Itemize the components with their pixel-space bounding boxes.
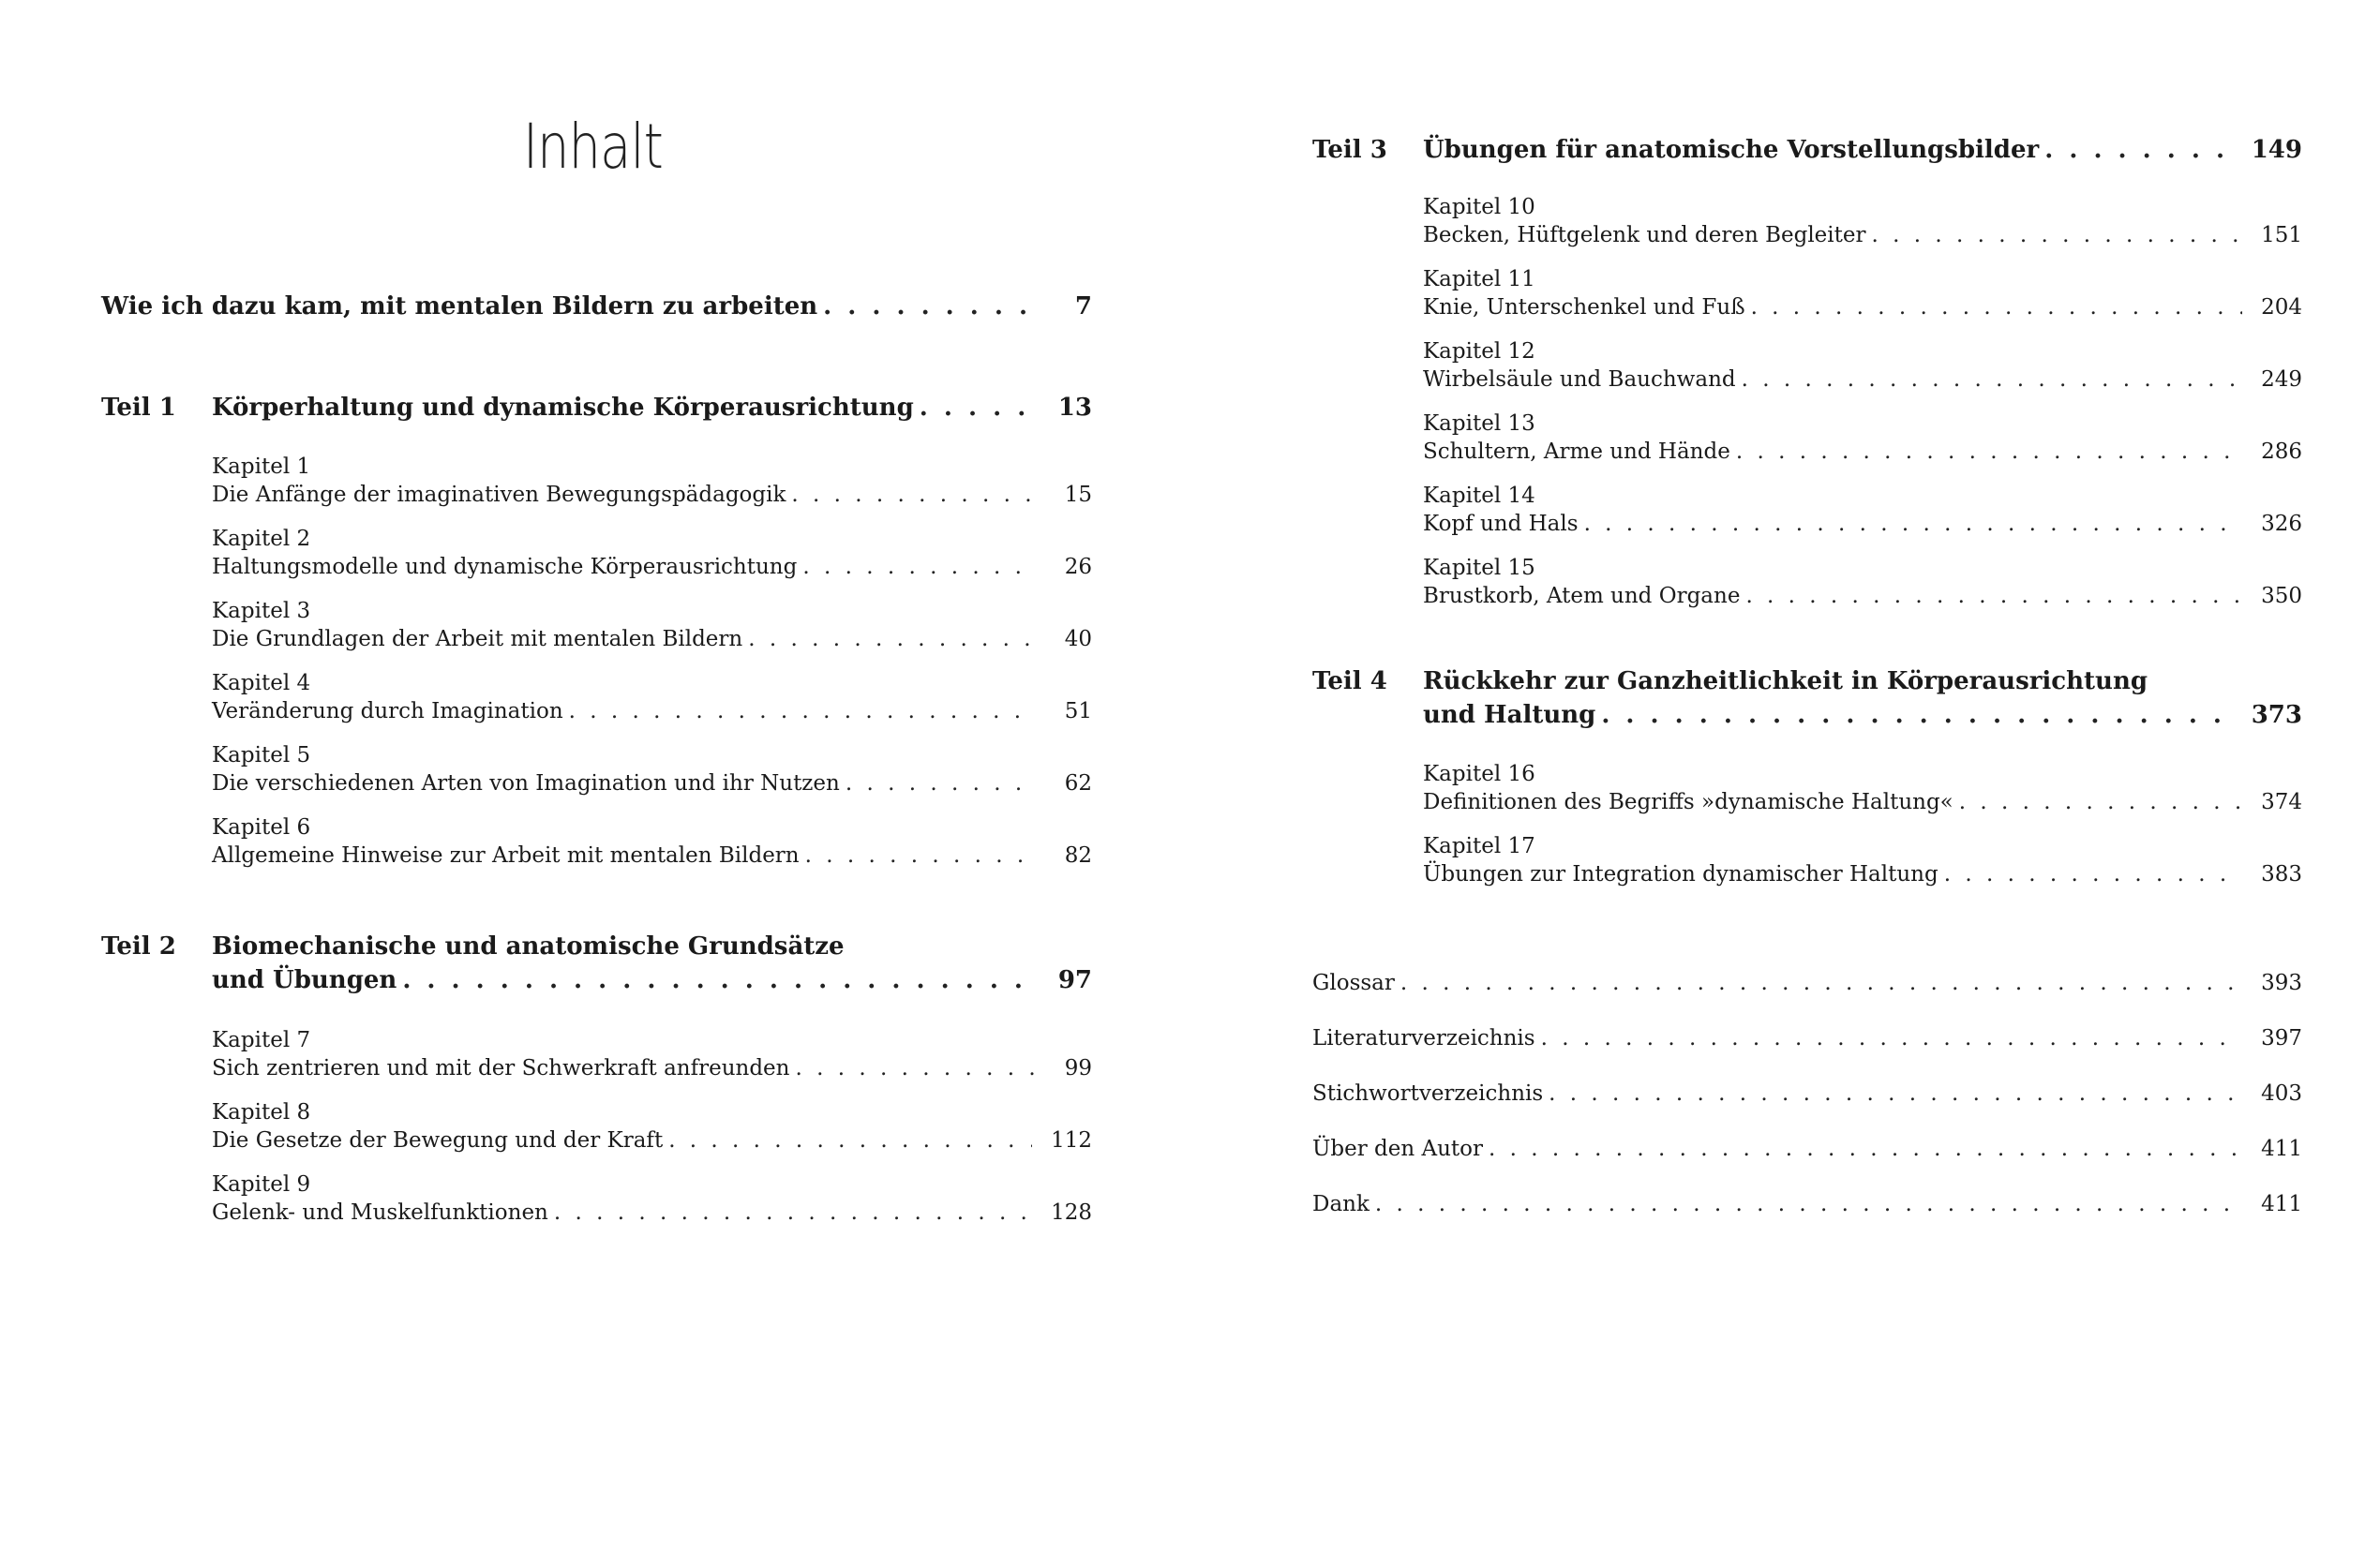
chapter-label: Kapitel 3 — [212, 599, 311, 623]
toc-chapter-11[interactable] — [1423, 295, 2302, 320]
toc-appendix-literatur[interactable] — [1312, 1026, 2302, 1051]
chapter-page: 62 — [1064, 771, 1092, 796]
chapter-title: Die Grundlagen der Arbeit mit mentalen Bildern — [212, 627, 743, 651]
page-title: Inhalt — [523, 111, 664, 183]
appendix-page: 403 — [2261, 1081, 2302, 1106]
dot-leader — [1751, 295, 2243, 320]
dot-leader — [1601, 701, 2232, 729]
chapter-page: 383 — [2261, 862, 2302, 887]
chapter-title: Kopf und Hals — [1423, 512, 1579, 536]
toc-part-2-line2[interactable] — [212, 966, 1092, 994]
chapter-page: 40 — [1064, 627, 1092, 651]
toc-part-1[interactable] — [101, 394, 1092, 422]
part-title-continued: und Haltung — [1423, 701, 1596, 729]
toc-chapter-7[interactable] — [212, 1056, 1092, 1081]
toc-appendix-stichwort[interactable] — [1312, 1081, 2302, 1106]
chapter-label: Kapitel 10 — [1423, 195, 1535, 219]
dot-leader — [846, 771, 1036, 796]
toc-appendix-dank[interactable] — [1312, 1192, 2302, 1216]
chapter-page: 151 — [2261, 223, 2302, 247]
chapter-title: Die verschiedenen Arten von Imagination und ihr Nutzen — [212, 771, 840, 796]
chapter-title: Becken, Hüftgelenk und deren Begleiter — [1423, 223, 1866, 247]
chapter-label: Kapitel 8 — [212, 1100, 311, 1125]
chapter-label: Kapitel 4 — [212, 671, 311, 695]
dot-leader — [1742, 367, 2242, 392]
toc-part-2-line1[interactable] — [101, 932, 1092, 961]
part-number: Teil 4 — [1312, 667, 1387, 695]
chapter-label: Kapitel 5 — [212, 743, 311, 768]
dot-leader — [791, 483, 1036, 507]
part-number: Teil 1 — [101, 394, 176, 422]
chapter-title: Schultern, Arme und Hände — [1423, 440, 1730, 464]
toc-entry-intro[interactable] — [101, 292, 1092, 320]
chapter-title: Definitionen des Begriffs »dynamische Haltung« — [1423, 790, 1953, 814]
chapter-label: Kapitel 11 — [1423, 267, 1535, 291]
part-title: Rückkehr zur Ganzheitlichkeit in Körperausrichtung — [1423, 667, 2148, 695]
chapter-title: Die Anfänge der imaginativen Bewegungspädagogik — [212, 483, 786, 507]
appendix-title: Dank — [1312, 1192, 1370, 1216]
chapter-page: 128 — [1051, 1200, 1092, 1225]
dot-leader — [1541, 1026, 2243, 1051]
part-title-continued: und Übungen — [212, 966, 397, 994]
chapter-label: Kapitel 1 — [212, 455, 311, 479]
appendix-title: Stichwortverzeichnis — [1312, 1081, 1544, 1106]
part-number: Teil 3 — [1312, 136, 1387, 164]
chapter-title: Übungen zur Integration dynamischer Haltung — [1423, 862, 1938, 887]
dot-leader — [1400, 971, 2242, 995]
chapter-page: 15 — [1064, 483, 1092, 507]
toc-chapter-6[interactable] — [212, 843, 1092, 868]
toc-chapter-10[interactable] — [1423, 223, 2302, 247]
chapter-page: 51 — [1064, 699, 1092, 723]
chapter-page: 374 — [2261, 790, 2302, 814]
chapter-page: 249 — [2261, 367, 2302, 392]
chapter-label: Kapitel 6 — [212, 815, 311, 840]
chapter-page: 204 — [2261, 295, 2302, 320]
toc-appendix-glossar[interactable] — [1312, 971, 2302, 995]
dot-leader — [1489, 1137, 2242, 1161]
toc-chapter-2[interactable] — [212, 555, 1092, 579]
intro-label: Wie ich dazu kam, mit mentalen Bildern zu arbeiten — [101, 292, 818, 320]
chapter-page: 112 — [1051, 1128, 1092, 1153]
chapter-title: Wirbelsäule und Bauchwand — [1423, 367, 1736, 392]
toc-part-4-line2[interactable] — [1423, 701, 2302, 729]
toc-chapter-12[interactable] — [1423, 367, 2302, 392]
part-page: 13 — [1057, 394, 1092, 422]
toc-appendix-autor[interactable] — [1312, 1137, 2302, 1161]
dot-leader — [402, 966, 1036, 994]
dot-leader — [2044, 136, 2232, 164]
intro-page: 7 — [1074, 292, 1092, 320]
appendix-title: Literaturverzeichnis — [1312, 1026, 1535, 1051]
dot-leader — [805, 843, 1036, 868]
toc-chapter-5[interactable] — [212, 771, 1092, 796]
chapter-page: 326 — [2261, 512, 2302, 536]
appendix-page: 411 — [2261, 1137, 2302, 1161]
toc-part-4-line1[interactable] — [1312, 667, 2302, 695]
dot-leader — [1745, 584, 2242, 608]
appendix-page: 393 — [2261, 971, 2302, 995]
part-title: Körperhaltung und dynamische Körperausrichtung — [212, 394, 914, 422]
chapter-title: Gelenk- und Muskelfunktionen — [212, 1200, 548, 1225]
dot-leader — [796, 1056, 1037, 1081]
dot-leader — [1375, 1192, 2242, 1216]
chapter-title: Brustkorb, Atem und Organe — [1423, 584, 1741, 608]
toc-chapter-13[interactable] — [1423, 440, 2302, 464]
part-title: Biomechanische und anatomische Grundsätze — [212, 932, 845, 961]
chapter-title: Sich zentrieren und mit der Schwerkraft anfreunden — [212, 1056, 790, 1081]
dot-leader — [569, 699, 1036, 723]
toc-chapter-17[interactable] — [1423, 862, 2302, 887]
toc-chapter-4[interactable] — [212, 699, 1092, 723]
chapter-page: 286 — [2261, 440, 2302, 464]
dot-leader — [802, 555, 1036, 579]
appendix-title: Über den Autor — [1312, 1137, 1483, 1161]
chapter-title: Die Gesetze der Bewegung und der Kraft — [212, 1128, 664, 1153]
dot-leader — [668, 1128, 1032, 1153]
part-page: 149 — [2251, 136, 2302, 164]
part-title: Übungen für anatomische Vorstellungsbilder — [1423, 136, 2040, 164]
appendix-page: 411 — [2261, 1192, 2302, 1216]
toc-chapter-15[interactable] — [1423, 584, 2302, 608]
chapter-label: Kapitel 15 — [1423, 556, 1535, 580]
toc-chapter-1[interactable] — [212, 483, 1092, 507]
dot-leader — [823, 292, 1036, 320]
dot-leader — [920, 394, 1036, 422]
chapter-title: Veränderung durch Imagination — [212, 699, 563, 723]
chapter-label: Kapitel 17 — [1423, 834, 1535, 858]
chapter-title: Knie, Unterschenkel und Fuß — [1423, 295, 1745, 320]
part-number: Teil 2 — [101, 932, 176, 961]
toc-chapter-8[interactable] — [212, 1128, 1092, 1153]
toc-chapter-3[interactable] — [212, 627, 1092, 651]
chapter-label: Kapitel 9 — [212, 1172, 311, 1197]
dot-leader — [748, 627, 1036, 651]
chapter-page: 82 — [1064, 843, 1092, 868]
dot-leader — [1549, 1081, 2242, 1106]
chapter-title: Allgemeine Hinweise zur Arbeit mit mentalen Bildern — [212, 843, 800, 868]
part-page: 97 — [1057, 966, 1092, 994]
appendix-page: 397 — [2261, 1026, 2302, 1051]
toc-chapter-16[interactable] — [1423, 790, 2302, 814]
chapter-label: Kapitel 14 — [1423, 484, 1535, 508]
dot-leader — [1736, 440, 2242, 464]
chapter-page: 99 — [1064, 1056, 1092, 1081]
toc-part-3[interactable] — [1312, 136, 2302, 164]
chapter-label: Kapitel 2 — [212, 527, 311, 551]
chapter-label: Kapitel 13 — [1423, 411, 1535, 436]
chapter-title: Haltungsmodelle und dynamische Körperausrichtung — [212, 555, 798, 579]
dot-leader — [1872, 223, 2243, 247]
chapter-label: Kapitel 12 — [1423, 339, 1535, 364]
chapter-label: Kapitel 7 — [212, 1028, 311, 1052]
part-page: 373 — [2251, 701, 2302, 729]
dot-leader — [554, 1200, 1032, 1225]
chapter-page: 350 — [2261, 584, 2302, 608]
appendix-title: Glossar — [1312, 971, 1395, 995]
chapter-page: 26 — [1064, 555, 1092, 579]
toc-chapter-14[interactable] — [1423, 512, 2302, 536]
chapter-label: Kapitel 16 — [1423, 762, 1535, 786]
dot-leader — [1944, 862, 2242, 887]
toc-chapter-9[interactable] — [212, 1200, 1092, 1225]
dot-leader — [1584, 512, 2243, 536]
dot-leader — [1959, 790, 2242, 814]
